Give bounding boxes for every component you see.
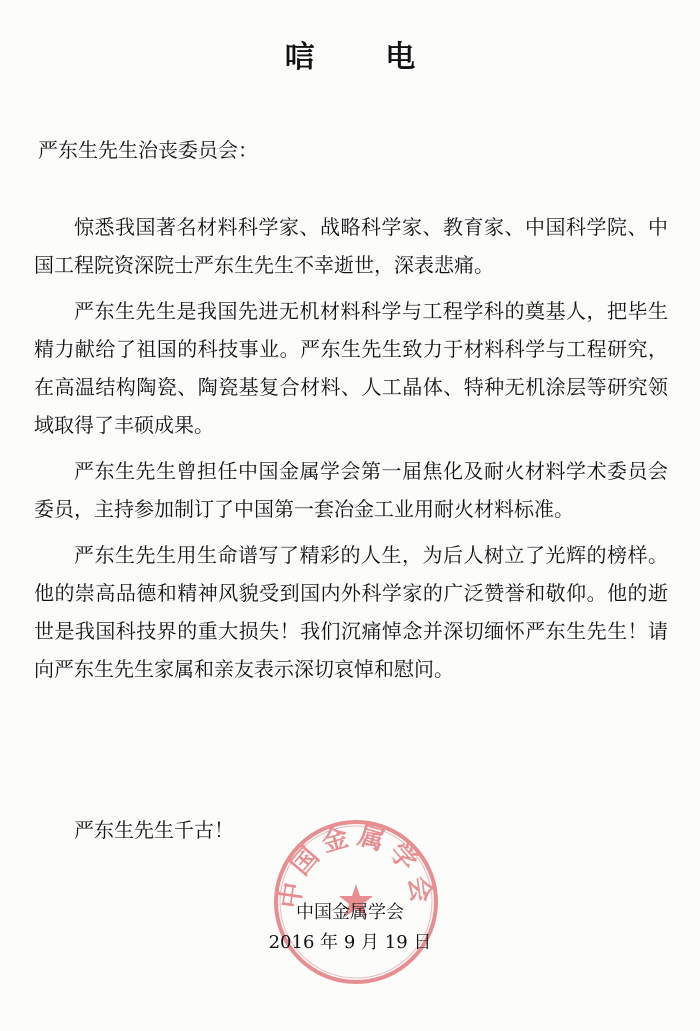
body-text [34, 208, 668, 696]
date: 2016 年 9 月 19 日 [268, 932, 432, 953]
salutation: 严东生先生治丧委员会： [38, 138, 258, 162]
document-title: 唁 电 [284, 40, 446, 75]
signature-block [240, 898, 460, 958]
seal-text: 中国金属学会 [275, 820, 437, 911]
sender-name: 中国金属学会 [296, 902, 404, 923]
paragraph: 严东生先生曾担任中国金属学会第一届焦化及耐火材料学术委员会委员，主持参加制订了中国第一套冶金工业用耐火材料标准。 [34, 459, 668, 521]
paragraph: 严东生先生是我国先进无机材料科学与工程学科的奠基人，把毕生精力献给了祖国的科技事业。严东生先生致力于材料科学与工程研究，在高温结构陶瓷、陶瓷基复合材料、人工晶体、特种无机涂层等研究领域取得了丰硕成果。 [34, 299, 668, 437]
paragraph: 严东生先生用生命谱写了精彩的人生，为后人树立了光辉的榜样。他的崇高品德和精神风貌受到国内外科学家的广泛赞誉和敬仰。他的逝世是我国科技界的重大损失！我们沉痛悼念并深切缅怀严东生先生！请向严东生先生家属和亲友表示深切哀悼和慰问。 [34, 543, 668, 681]
paragraph: 惊悉我国著名材料科学家、战略科学家、教育家、中国科学院、中国工程院资深院士严东生先生不幸逝世，深表悲痛。 [34, 215, 668, 277]
closing-line: 严东生先生千古！ [74, 818, 234, 842]
